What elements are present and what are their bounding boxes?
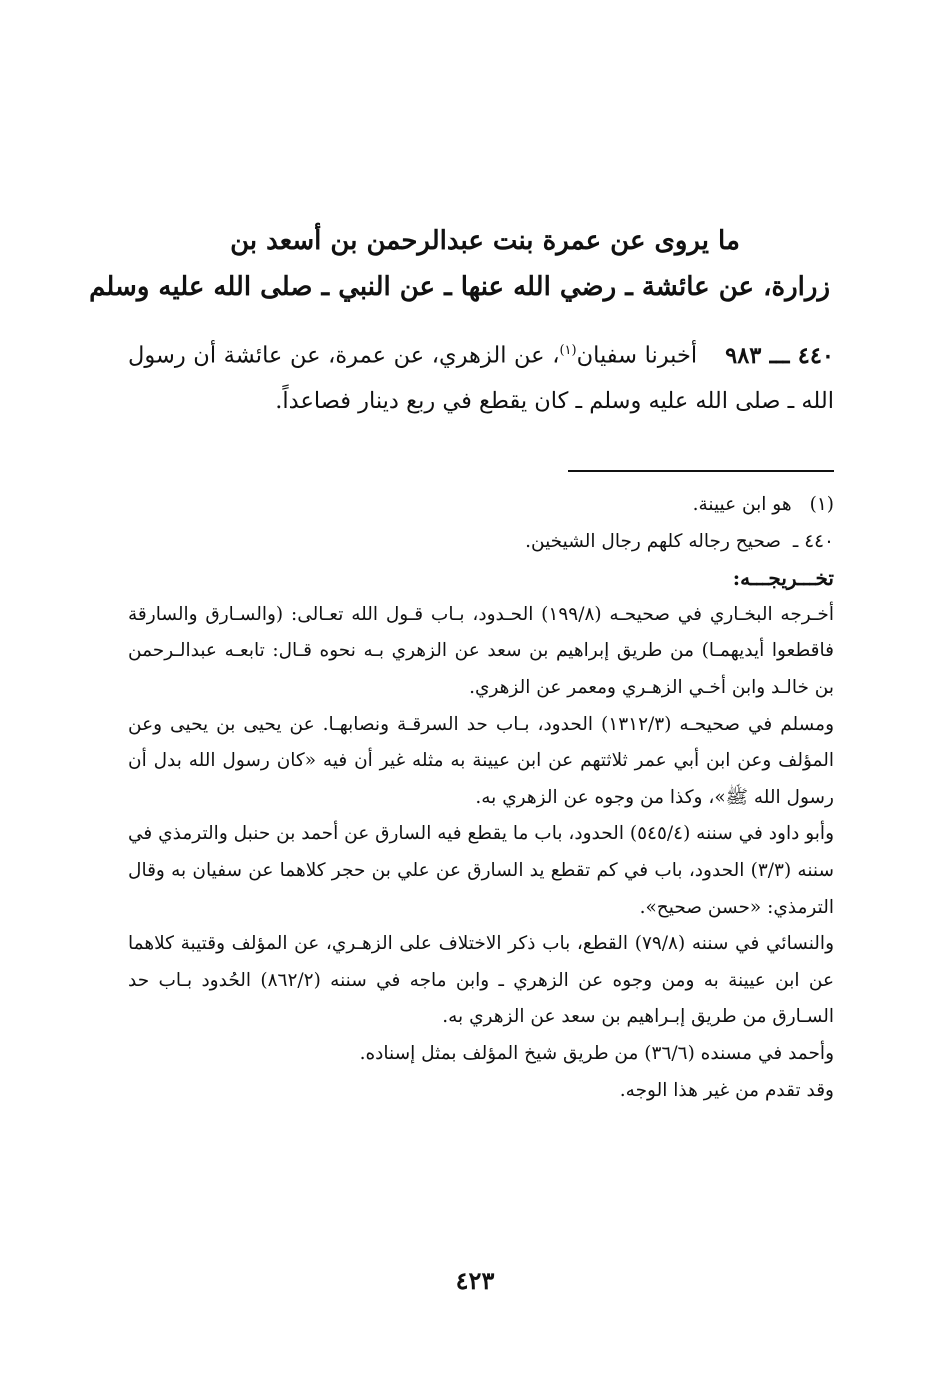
footnote-1-text: هو ابن عيينة. [692,494,792,515]
takhrij-heading: تخـــريجـــه: [732,566,834,591]
hadith-text-start: أخبرنا سفيان [576,342,698,369]
takhrij-paragraph-muslim: ومسلم في صحيحـه (١٣١٢/٣) الحدود، بـاب حد السرقـة ونصابهـا. عن يحيى بن يحيى وعن المؤلف وعن ابن أبي عمر ثلاثتهم عن ابن عيينة به مثله غير أن فيه «كان رسول الله بدل أن رسول الله ﷺ»، وكذا من وجوه عن الزهري به. [128,713,835,808]
hadith-grade [128,524,834,561]
takhrij-paragraph-closing: وقد تقدم من غير هذا الوجه. [619,1079,834,1101]
hadith-text [128,328,834,424]
takhrij-paragraph-bukhari: أخـرجه البخـاري في صحيحـه (١٩٩/٨) الحـدود، بـاب قـول الله تعـالى: (والسـارق والسارقة فاقطعوا أيديهمـا) من طريق إبراهيم بن سعد عن الزهري بـه نحوه قـال: تابعـه عبدالـرحمن بن خالـد وابن أخـي الزهـري ومعمر عن الزهري. [128,603,834,698]
footnote-1-number: (١) [809,494,834,515]
hadith-text-rest: ، عن الزهري، عن عمرة، عن عائشة أن رسول الله ـ صلى الله عليه وسلم ـ كان يقطع في ربع دينار فصاعداً. [128,342,834,414]
footnote-reference: (١) [559,343,577,358]
chapter-title [89,218,830,310]
hadith-grade-separator: ـ [792,530,799,552]
chapter-title-line-1: ما يروى عن عمرة بنت عبدالرحمن بن أسعد بن [230,226,740,256]
footnotes-section [128,487,834,1109]
footnote-divider [568,470,834,472]
takhrij-paragraph-abu-dawud: وأبو داود في سننه (٥٤٥/٤) الحدود، باب ما يقطع فيه السارق عن أحمد بن حنبل والترمذي في سننه (٣/٣) الحدود، باب في كم تقطع يد السارق عن علي بن حجر كلاهما عن سفيان به وقال الترمذي: «حسن صحيح». [128,823,835,918]
hadith-number: ٤٤٠ ـــ ٩٨٣ [725,342,834,369]
footnote-1 [128,487,834,524]
chapter-title-line-2: زرارة، عن عائشة ـ رضي الله عنها ـ عن النبي ـ صلى الله عليه وسلم [89,272,830,302]
hadith-grade-text: صحيح رجاله كلهم رجال الشيخين. [525,530,781,552]
hadith-grade-number: ٤٤٠ [804,530,834,552]
takhrij-paragraph-nasai: والنسائي في سننه (٧٩/٨) القطع، باب ذكر الاختلاف على الزهـري، عن المؤلف وقتيبة كلاهما عن ابن عيينة به ومن وجوه عن الزهري ـ وابن ماجه في سننه (٨٦٢/٢) الحُدود بـاب حد السـارق من طريق إبـراهيم بن سعد عن الزهري به. [128,933,835,1028]
takhrij-paragraph-ahmad: وأحمد في مسنده (٣٦/٦) من طريق شيخ المؤلف بمثل إسناده. [359,1042,834,1064]
page-number: ٤٢٣ [455,1266,495,1295]
